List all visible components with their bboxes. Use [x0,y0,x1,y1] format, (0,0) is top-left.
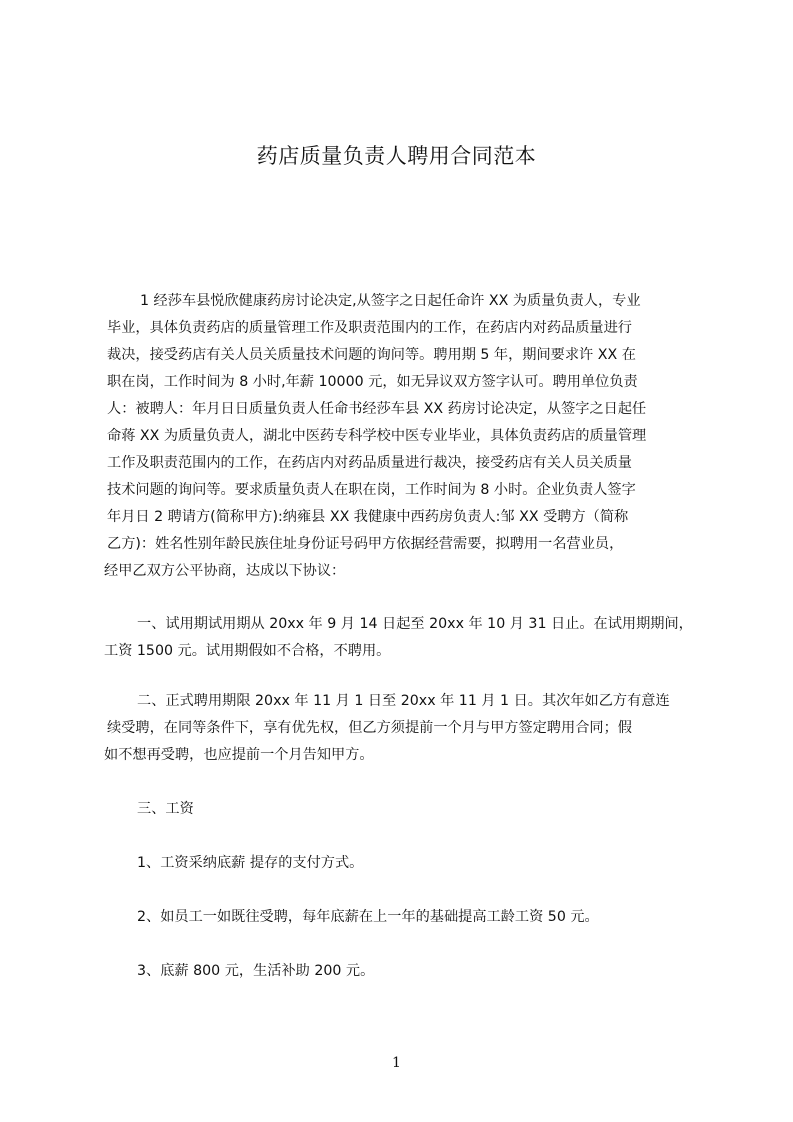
intro-line: 工作及职责范围内的工作，在药店内对药品质量进行裁决，接受药店有关人员关质量 [107,455,632,471]
section-1-line: 工资 1500 元。试用期假如不合格，不聘用。 [104,643,391,659]
page-number: 1 [392,1055,401,1071]
intro-line: 技术问题的询问等。要求质量负责人在职在岗，工作时间为 8 小时。企业负责人签字 [107,482,636,498]
intro-line: 经甲乙双方公平协商，达成以下协议： [104,563,346,579]
intro-line: 毕业，具体负责药店的质量管理工作及职责范围内的工作，在药店内对药品质量进行 [107,320,632,336]
section-1-line: 一、试用期试用期从 20xx 年 9 月 14 日起至 20xx 年 10 月 31 日止。在试用期期间， [137,616,693,632]
section-3-heading: 三、工资 [137,801,194,817]
intro-line: 1 经莎车县悦欣健康药房讨论决定,从签字之日起任命许 XX 为质量负责人，专业 [140,293,641,309]
wage-item-3: 3、底薪 800 元，生活补助 200 元。 [137,963,375,979]
section-2-line: 续受聘，在同等条件下，享有优先权，但乙方须提前一个月与甲方签定聘用合同；假 [107,720,632,736]
section-2-line: 如不想再受聘，也应提前一个月告知甲方。 [104,747,374,763]
wage-item-1: 1、工资采纳底薪 提存的支付方式。 [137,855,364,871]
intro-line: 职在岗，工作时间为 8 小时,年薪 10000 元，如无异议双方签字认可。聘用单位负责 [107,374,638,390]
intro-line: 裁决，接受药店有关人员关质量技术问题的询问等。聘用期 5 年，期间要求许 XX 在 [107,347,636,363]
wage-item-2: 2、如员工一如既往受聘，每年底薪在上一年的基础提高工龄工资 50 元。 [137,909,599,925]
document-title: 药店质量负责人聘用合同范本 [256,144,537,168]
intro-line: 人：被聘人：年月日日质量负责人任命书经莎车县 XX 药房讨论决定，从签字之日起任 [107,401,647,417]
intro-line: 乙方)：姓名性别年龄民族住址身份证号码甲方依据经营需要，拟聘用一名营业员， [107,536,624,552]
section-2-line: 二、正式聘用期限 20xx 年 11 月 1 日至 20xx 年 11 月 1 日。其次年如乙方有意连 [137,693,670,709]
intro-line: 命蒋 XX 为质量负责人，湖北中医药专科学校中医专业毕业，具体负责药店的质量管理 [107,428,647,444]
intro-line: 年月日 2 聘请方(简称甲方):纳雍县 XX 我健康中西药房负责人:邹 XX 受聘方（简称 [107,509,629,525]
